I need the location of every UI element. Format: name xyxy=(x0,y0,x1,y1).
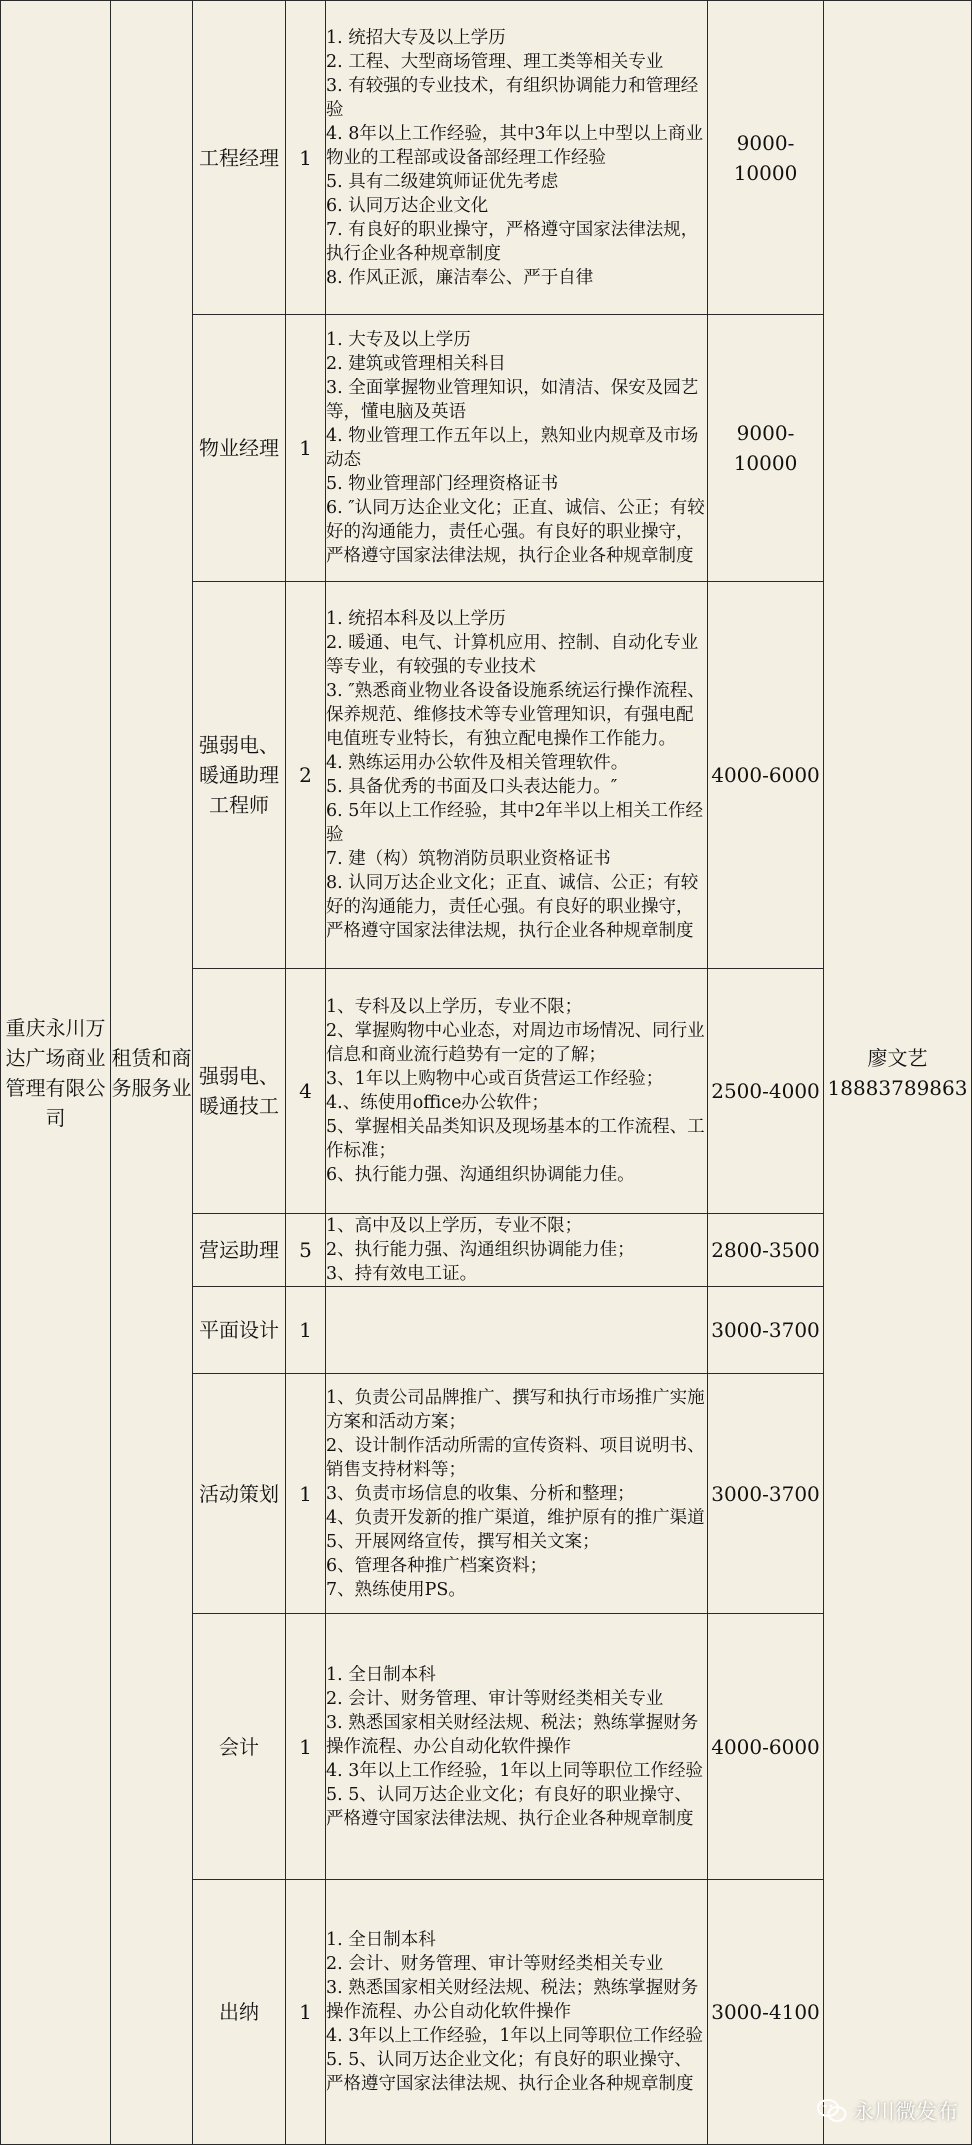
requirement-line: 3. ″熟悉商业物业各设备设施系统运行操作流程、保养规范、维修技术等专业管理知识，有强电配电值班专业特长，有独立配电操作工作能力。 xyxy=(326,679,707,751)
requirement-line: 1. 全日制本科 xyxy=(326,1663,707,1687)
requirement-line: 6. 5年以上工作经验，其中2年半以上相关工作经验 xyxy=(326,799,707,847)
headcount: 1 xyxy=(286,1614,326,1880)
salary-range: 2500-4000 xyxy=(708,969,824,1214)
requirements xyxy=(326,1614,708,1880)
requirements xyxy=(326,1287,708,1374)
requirement-line: 6. 认同万达企业文化 xyxy=(326,194,707,218)
industry: 租赁和商务服务业 xyxy=(111,1,193,2145)
salary-range: 3000-3700 xyxy=(708,1374,824,1614)
requirement-line: 7. 有良好的职业操守，严格遵守国家法律法规，执行企业各种规章制度 xyxy=(326,218,707,266)
position-title: 工程经理 xyxy=(193,1,286,315)
requirement-line: 1. 统招大专及以上学历 xyxy=(326,26,707,50)
requirement-line: 2、掌握购物中心业态，对周边市场情况、同行业信息和商业流行趋势有一定的了解； xyxy=(326,1019,707,1067)
requirement-line: 3. 全面掌握物业管理知识，如清洁、保安及园艺等，懂电脑及英语 xyxy=(326,376,707,424)
headcount: 4 xyxy=(286,969,326,1214)
requirements xyxy=(326,1214,708,1287)
requirement-line: 4. 3年以上工作经验，1年以上同等职位工作经验 xyxy=(326,2024,707,2048)
requirement-line: 4. 8年以上工作经验，其中3年以上中型以上商业物业的工程部或设备部经理工作经验 xyxy=(326,122,707,170)
requirement-line: 2、执行能力强、沟通组织协调能力佳； xyxy=(326,1238,707,1262)
contact-phone: 18883789863 xyxy=(824,1073,971,1103)
requirement-line: 6. ″认同万达企业文化；正直、诚信、公正；有较好的沟通能力，责任心强。有良好的职业操守，严格遵守国家法律法规，执行企业各种规章制度 xyxy=(326,496,707,568)
requirement-line: 5. 具备优秀的书面及口头表达能力。″ xyxy=(326,775,707,799)
contact-info xyxy=(824,1,972,2145)
position-title: 活动策划 xyxy=(193,1374,286,1614)
requirement-line: 5. 5、认同万达企业文化；有良好的职业操守、严格遵守国家法律法规、执行企业各种规章制度 xyxy=(326,1783,707,1831)
requirement-line: 2、设计制作活动所需的宣传资料、项目说明书、销售支持材料等； xyxy=(326,1434,707,1482)
requirement-line: 5、掌握相关品类知识及现场基本的工作流程、工作标准； xyxy=(326,1115,707,1163)
headcount: 1 xyxy=(286,1287,326,1374)
requirement-line: 1、专科及以上学历，专业不限； xyxy=(326,995,707,1019)
headcount: 1 xyxy=(286,1,326,315)
headcount: 2 xyxy=(286,582,326,969)
requirement-line: 6、管理各种推广档案资料； xyxy=(326,1554,707,1578)
job-row xyxy=(1,1,972,315)
wechat-watermark xyxy=(817,2096,958,2126)
requirement-line: 1、负责公司品牌推广、撰写和执行市场推广实施方案和活动方案； xyxy=(326,1386,707,1434)
requirements xyxy=(326,582,708,969)
requirement-line: 3. 熟悉国家相关财经法规、税法；熟练掌握财务操作流程、办公自动化软件操作 xyxy=(326,1976,707,2024)
headcount: 1 xyxy=(286,1880,326,2145)
requirement-line: 1. 大专及以上学历 xyxy=(326,328,707,352)
position-title: 营运助理 xyxy=(193,1214,286,1287)
requirement-line: 3、负责市场信息的收集、分析和整理； xyxy=(326,1482,707,1506)
requirement-line: 3. 熟悉国家相关财经法规、税法；熟练掌握财务操作流程、办公自动化软件操作 xyxy=(326,1711,707,1759)
company-name: 重庆永川万达广场商业管理有限公司 xyxy=(1,1,111,2145)
position-title: 平面设计 xyxy=(193,1287,286,1374)
requirement-line: 8. 认同万达企业文化；正直、诚信、公正；有较好的沟通能力，责任心强。有良好的职业操守，严格遵守国家法律法规，执行企业各种规章制度 xyxy=(326,871,707,943)
watermark-text: 永川微发布 xyxy=(853,2096,958,2126)
requirement-line: 2. 会计、财务管理、审计等财经类相关专业 xyxy=(326,1687,707,1711)
requirement-line: 1. 统招本科及以上学历 xyxy=(326,607,707,631)
salary-range: 9000-10000 xyxy=(708,315,824,582)
requirement-line: 2. 会计、财务管理、审计等财经类相关专业 xyxy=(326,1952,707,1976)
requirement-line: 3、持有效电工证。 xyxy=(326,1262,707,1286)
requirement-line: 7. 建（构）筑物消防员职业资格证书 xyxy=(326,847,707,871)
requirements xyxy=(326,1880,708,2145)
requirement-line: 5. 5、认同万达企业文化；有良好的职业操守、严格遵守国家法律法规、执行企业各种规章制度 xyxy=(326,2048,707,2096)
requirement-line: 4. 熟练运用办公软件及相关管理软件。 xyxy=(326,751,707,775)
requirement-line: 2. 暖通、电气、计算机应用、控制、自动化专业等专业，有较强的专业技术 xyxy=(326,631,707,679)
wechat-icon xyxy=(817,2098,847,2124)
requirements xyxy=(326,315,708,582)
requirement-line: 5、开展网络宣传，撰写相关文案； xyxy=(326,1530,707,1554)
requirement-line: 2. 建筑或管理相关科目 xyxy=(326,352,707,376)
requirement-line: 5. 具有二级建筑师证优先考虑 xyxy=(326,170,707,194)
requirements xyxy=(326,1374,708,1614)
salary-range: 3000-3700 xyxy=(708,1287,824,1374)
requirement-line: 4、负责开发新的推广渠道，维护原有的推广渠道 xyxy=(326,1506,707,1530)
requirement-line: 4. 物业管理工作五年以上，熟知业内规章及市场动态 xyxy=(326,424,707,472)
position-title: 物业经理 xyxy=(193,315,286,582)
headcount: 5 xyxy=(286,1214,326,1287)
requirement-line: 3、1年以上购物中心或百货营运工作经验； xyxy=(326,1067,707,1091)
headcount: 1 xyxy=(286,315,326,582)
salary-range: 4000-6000 xyxy=(708,1614,824,1880)
requirement-line: 1、高中及以上学历，专业不限； xyxy=(326,1214,707,1238)
requirement-line: 6、执行能力强、沟通组织协调能力佳。 xyxy=(326,1163,707,1187)
position-title: 强弱电、暖通助理工程师 xyxy=(193,582,286,969)
requirement-line: 3. 有较强的专业技术，有组织协调能力和管理经验 xyxy=(326,74,707,122)
requirements xyxy=(326,1,708,315)
salary-range: 9000-10000 xyxy=(708,1,824,315)
salary-range: 3000-4100 xyxy=(708,1880,824,2145)
requirement-line: 1. 全日制本科 xyxy=(326,1928,707,1952)
requirement-line: 7、熟练使用PS。 xyxy=(326,1578,707,1602)
contact-name: 廖文艺 xyxy=(824,1043,971,1073)
requirement-line: 2. 工程、大型商场管理、理工类等相关专业 xyxy=(326,50,707,74)
requirement-line: 5. 物业管理部门经理资格证书 xyxy=(326,472,707,496)
position-title: 会计 xyxy=(193,1614,286,1880)
requirement-line: 8. 作风正派，廉洁奉公、严于自律 xyxy=(326,266,707,290)
position-title: 强弱电、暖通技工 xyxy=(193,969,286,1214)
headcount: 1 xyxy=(286,1374,326,1614)
position-title: 出纳 xyxy=(193,1880,286,2145)
job-rows xyxy=(1,1,972,2145)
requirement-line: 4.、练使用office办公软件； xyxy=(326,1091,707,1115)
salary-range: 2800-3500 xyxy=(708,1214,824,1287)
salary-range: 4000-6000 xyxy=(708,582,824,969)
requirements xyxy=(326,969,708,1214)
requirement-line: 4. 3年以上工作经验，1年以上同等职位工作经验 xyxy=(326,1759,707,1783)
